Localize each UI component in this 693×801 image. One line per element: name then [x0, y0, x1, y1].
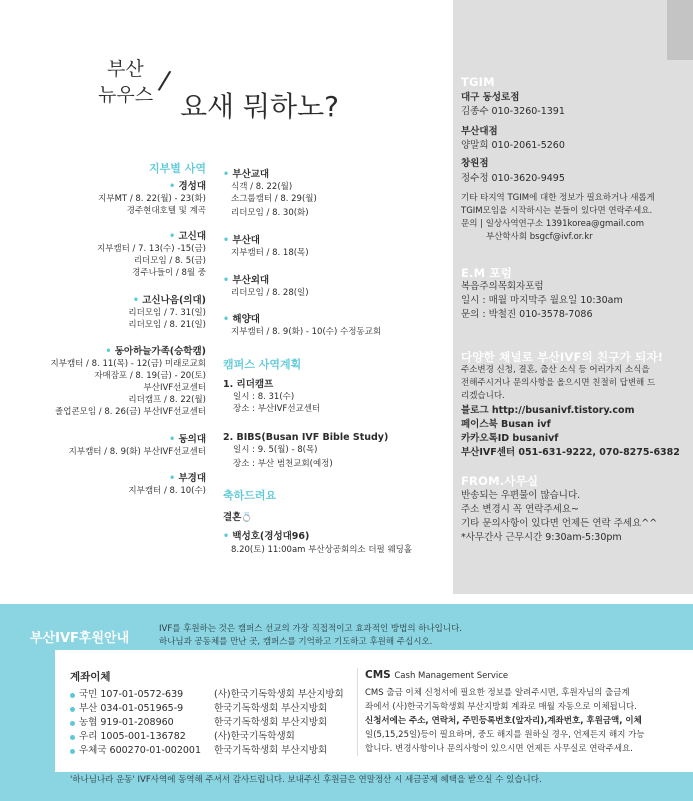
- wedding-detail: 8.20(토) 11:00am 부산상공회의소 더펄 웨딩홀: [231, 545, 413, 555]
- support-intro: 하나님과 공동체를 만난 곳, 캠퍼스를 기억하고 기도하고 후원해 주십시오.: [159, 637, 433, 647]
- group-busan-edu: • 부산교대: [223, 169, 270, 180]
- schedule-line: 리더모임 / 7. 31(일): [128, 308, 206, 318]
- plan-title: 2. BIBS(Busan IVF Bible Study): [223, 432, 389, 443]
- tgim-note: 부산학사회 bsgcf@ivf.or.kr: [486, 232, 593, 242]
- group-kosin: • 고신대: [169, 231, 206, 242]
- schedule-line: 식객 / 8. 22(월): [231, 182, 293, 192]
- schedule-line: 지부캠터 / 8. 11(목) - 12(금) 미래로교회: [50, 359, 206, 369]
- schedule-line: 리더캠프 / 8. 22(월): [128, 395, 206, 405]
- schedule-line: 경주현대호텔 및 계곡: [126, 206, 206, 216]
- tgim-note: 문의 | 일상사역연구소 1391korea@gmail.com: [461, 219, 645, 229]
- schedule-line: 리더모임 / 8. 28(일): [231, 288, 309, 298]
- wedding-name: • 백성호(경성대96): [223, 531, 310, 542]
- divider: [357, 668, 358, 756]
- schedule-line: 부산IVF선교센터: [143, 383, 206, 393]
- schedule-line: 지부캠터 / 8. 10(수): [128, 486, 206, 496]
- office-line: 주소 변경시 꼭 연락주세요~: [461, 504, 579, 515]
- account-number: 국민 107-01-0572-639: [79, 689, 184, 700]
- schedule-line: 리더모임 / 8. 30(화): [231, 208, 309, 218]
- bullet-icon: [70, 749, 75, 754]
- schedule-line: 리더모임 / 8. 5(금): [133, 256, 206, 266]
- channels-text: 주소변경 신청, 결혼, 출산 소식 등 어러가지 소식을: [461, 365, 650, 375]
- schedule-line: 지부캠터 / 8. 9(화) - 10(수) 수정동교회: [231, 327, 382, 337]
- cms-line: 합니다. 변경사항이나 문의사항이 있으시면 언제든 사무실로 연락주세요.: [365, 744, 633, 754]
- group-dongeui: • 동의대: [169, 434, 206, 445]
- group-donga: • 동아하늘가족(승학캠): [105, 346, 206, 357]
- em-forum-line: 일시 : 매월 마지막주 월요일 10:30am: [461, 295, 623, 306]
- bullet-icon: [70, 735, 75, 740]
- schedule-line: 지부MT / 8. 22(월) - 23(화): [98, 194, 206, 204]
- branch-schedule-heading: 지부별 사역: [149, 162, 206, 175]
- tgim-branch: 대구 동성로점: [461, 92, 520, 103]
- cms-line: CMS 출금 이체 신청서에 필요한 정보를 알려주시면, 후원자님의 출금계: [365, 688, 630, 698]
- plan-date: 일시 : 8. 31(수): [233, 392, 295, 402]
- title-slash: /: [156, 65, 173, 97]
- office-line: 기타 문의사항이 있다면 언제든 연락 주세요^^: [461, 518, 658, 529]
- tgim-note: TGIM모임을 시작하시는 분들이 있다면 연락주세요.: [461, 206, 653, 216]
- channels-heading: 다양한 채널로 부산IVF의 친구가 되자!: [461, 350, 664, 364]
- group-kosin-medical: • 고신나음(의대): [132, 295, 206, 306]
- plan-place: 장소 : 부산 범천교회(예정): [233, 459, 333, 469]
- account-number: 우리 1005-001-136782: [79, 731, 186, 742]
- congrats-heading: 축하드려요: [223, 489, 277, 502]
- office-heading: FROM.사무실: [461, 474, 539, 488]
- account-number: 부산 034-01-051965-9: [79, 703, 184, 714]
- tgim-contact: 정수정 010-3620-9495: [461, 173, 565, 184]
- plan-title: 1. 리더캠프: [223, 379, 274, 390]
- blog-link[interactable]: 블로그 http://busanivf.tistory.com: [461, 405, 635, 416]
- plan-place: 장소 : 부산IVF선교센터: [233, 404, 321, 414]
- account-heading: 계좌이체: [70, 671, 111, 683]
- plan-date: 일시 : 9. 5(월) - 8(목): [233, 445, 318, 455]
- tgim-branch: 부산대점: [461, 126, 498, 137]
- em-forum-line: 복음주의목회자포럼: [461, 281, 544, 292]
- bullet-icon: [70, 707, 75, 712]
- account-holder: (사)한국기독학생회: [214, 731, 295, 742]
- tgim-branch: 창원점: [461, 158, 489, 169]
- schedule-line: 경주나들이 / 8월 중: [132, 268, 206, 278]
- kakao-id: 카카오톡ID busanivf: [461, 433, 559, 444]
- support-title: 부산IVF후원안내: [30, 631, 130, 646]
- tgim-contact: 양말희 010-2061-5260: [461, 140, 565, 151]
- tgim-heading: TGIM: [461, 75, 495, 89]
- group-busan-univ: • 부산대: [223, 235, 260, 246]
- support-intro: IVF를 후원하는 것은 캠퍼스 선교의 가장 직접적이고 효과적인 방법의 하나입니다.: [159, 624, 462, 634]
- page-title: 요새 뭐하노?: [180, 90, 340, 123]
- account-holder: 한국기독학생회 부산지방회: [214, 717, 328, 728]
- bullet-icon: [70, 693, 75, 698]
- account-holder: (사)한국기독학생회 부산지방회: [214, 689, 344, 700]
- tgim-note: 기타 타지역 TGIM에 대한 정보가 필요하거나 새롭게: [461, 193, 655, 203]
- channels-text: 리겠습니다.: [461, 391, 505, 401]
- group-kyungsung: • 경성대: [169, 181, 206, 192]
- em-forum-line: 문의 : 박철진 010-3578-7086: [461, 309, 593, 320]
- sidebar-corner: [667, 0, 693, 60]
- cms-line: 일(5,15,25일)등이 필요하며, 중도 해지를 원하실 경우, 언제든지 해지 가능: [365, 730, 645, 740]
- em-forum-heading: E.M 포럼: [461, 266, 513, 280]
- facebook-link[interactable]: 페이스북 Busan ivf: [461, 419, 551, 430]
- cms-line: 좌에서 (사)한국기독학생회 부산지방회 계좌로 매월 자동으로 이체됩니다.: [365, 702, 637, 712]
- center-phone: 부산IVF센터 051-631-9222, 070-8275-6382: [461, 447, 680, 458]
- office-line: *사무간사 근무시간 9:30am-5:30pm: [461, 532, 622, 543]
- bullet-icon: [70, 721, 75, 726]
- cms-heading: CMS Cash Management Service: [365, 669, 509, 681]
- schedule-line: 자매잠포 / 8. 19(금) - 20(토): [94, 371, 206, 381]
- schedule-line: 지부캠터 / 7. 13(수) -15(금): [96, 244, 206, 254]
- schedule-line: 지부캠터 / 8. 18(목): [231, 248, 309, 258]
- account-number: 우체국 600270-01-002001: [79, 745, 202, 756]
- group-maritime: • 해양대: [223, 314, 260, 325]
- tgim-contact: 김종수 010-3260-1391: [461, 106, 565, 117]
- schedule-line: 졸업콘모임 / 8. 26(금) 부산IVF선교센터: [55, 407, 206, 417]
- title-busan: 부산: [107, 58, 144, 80]
- group-busan-foreign: • 부산외대: [223, 275, 270, 286]
- schedule-line: 소그룹캠터 / 8. 29(월): [231, 194, 317, 204]
- office-line: 반송되는 우편물이 많습니다.: [461, 490, 581, 501]
- schedule-line: 리더모임 / 8. 21(일): [128, 320, 206, 330]
- account-holder: 한국기독학생회 부산지방회: [214, 703, 328, 714]
- channels-text: 전해주시거나 문의사항을 올으시면 친절히 답변해 드: [461, 378, 656, 388]
- support-footer: '하나님나라 운동' IVF사역에 동역해 주셔서 감사드립니다. 보내주신 후원금은 연말정산 시 세금공제 혜택을 받으실 수 있습니다.: [70, 775, 542, 785]
- ring-icon: 💍: [241, 513, 253, 523]
- account-number: 농협 919-01-208960: [79, 717, 174, 728]
- group-pukyong: • 부경대: [169, 473, 206, 484]
- schedule-line: 지부캠터 / 8. 9(화) 부산IVF선교센터: [68, 447, 206, 457]
- title-news: 뉴우스: [98, 84, 154, 106]
- campus-plan-heading: 캠퍼스 사역계획: [223, 358, 302, 371]
- account-holder: 한국기독학생회 부산지방회: [214, 745, 328, 756]
- wedding-label: 결혼💍: [223, 512, 253, 523]
- cms-line: 신청서에는 주소, 연락처, 주민등록번호(앞자리),계좌번호, 후원금액, 이체: [365, 716, 642, 726]
